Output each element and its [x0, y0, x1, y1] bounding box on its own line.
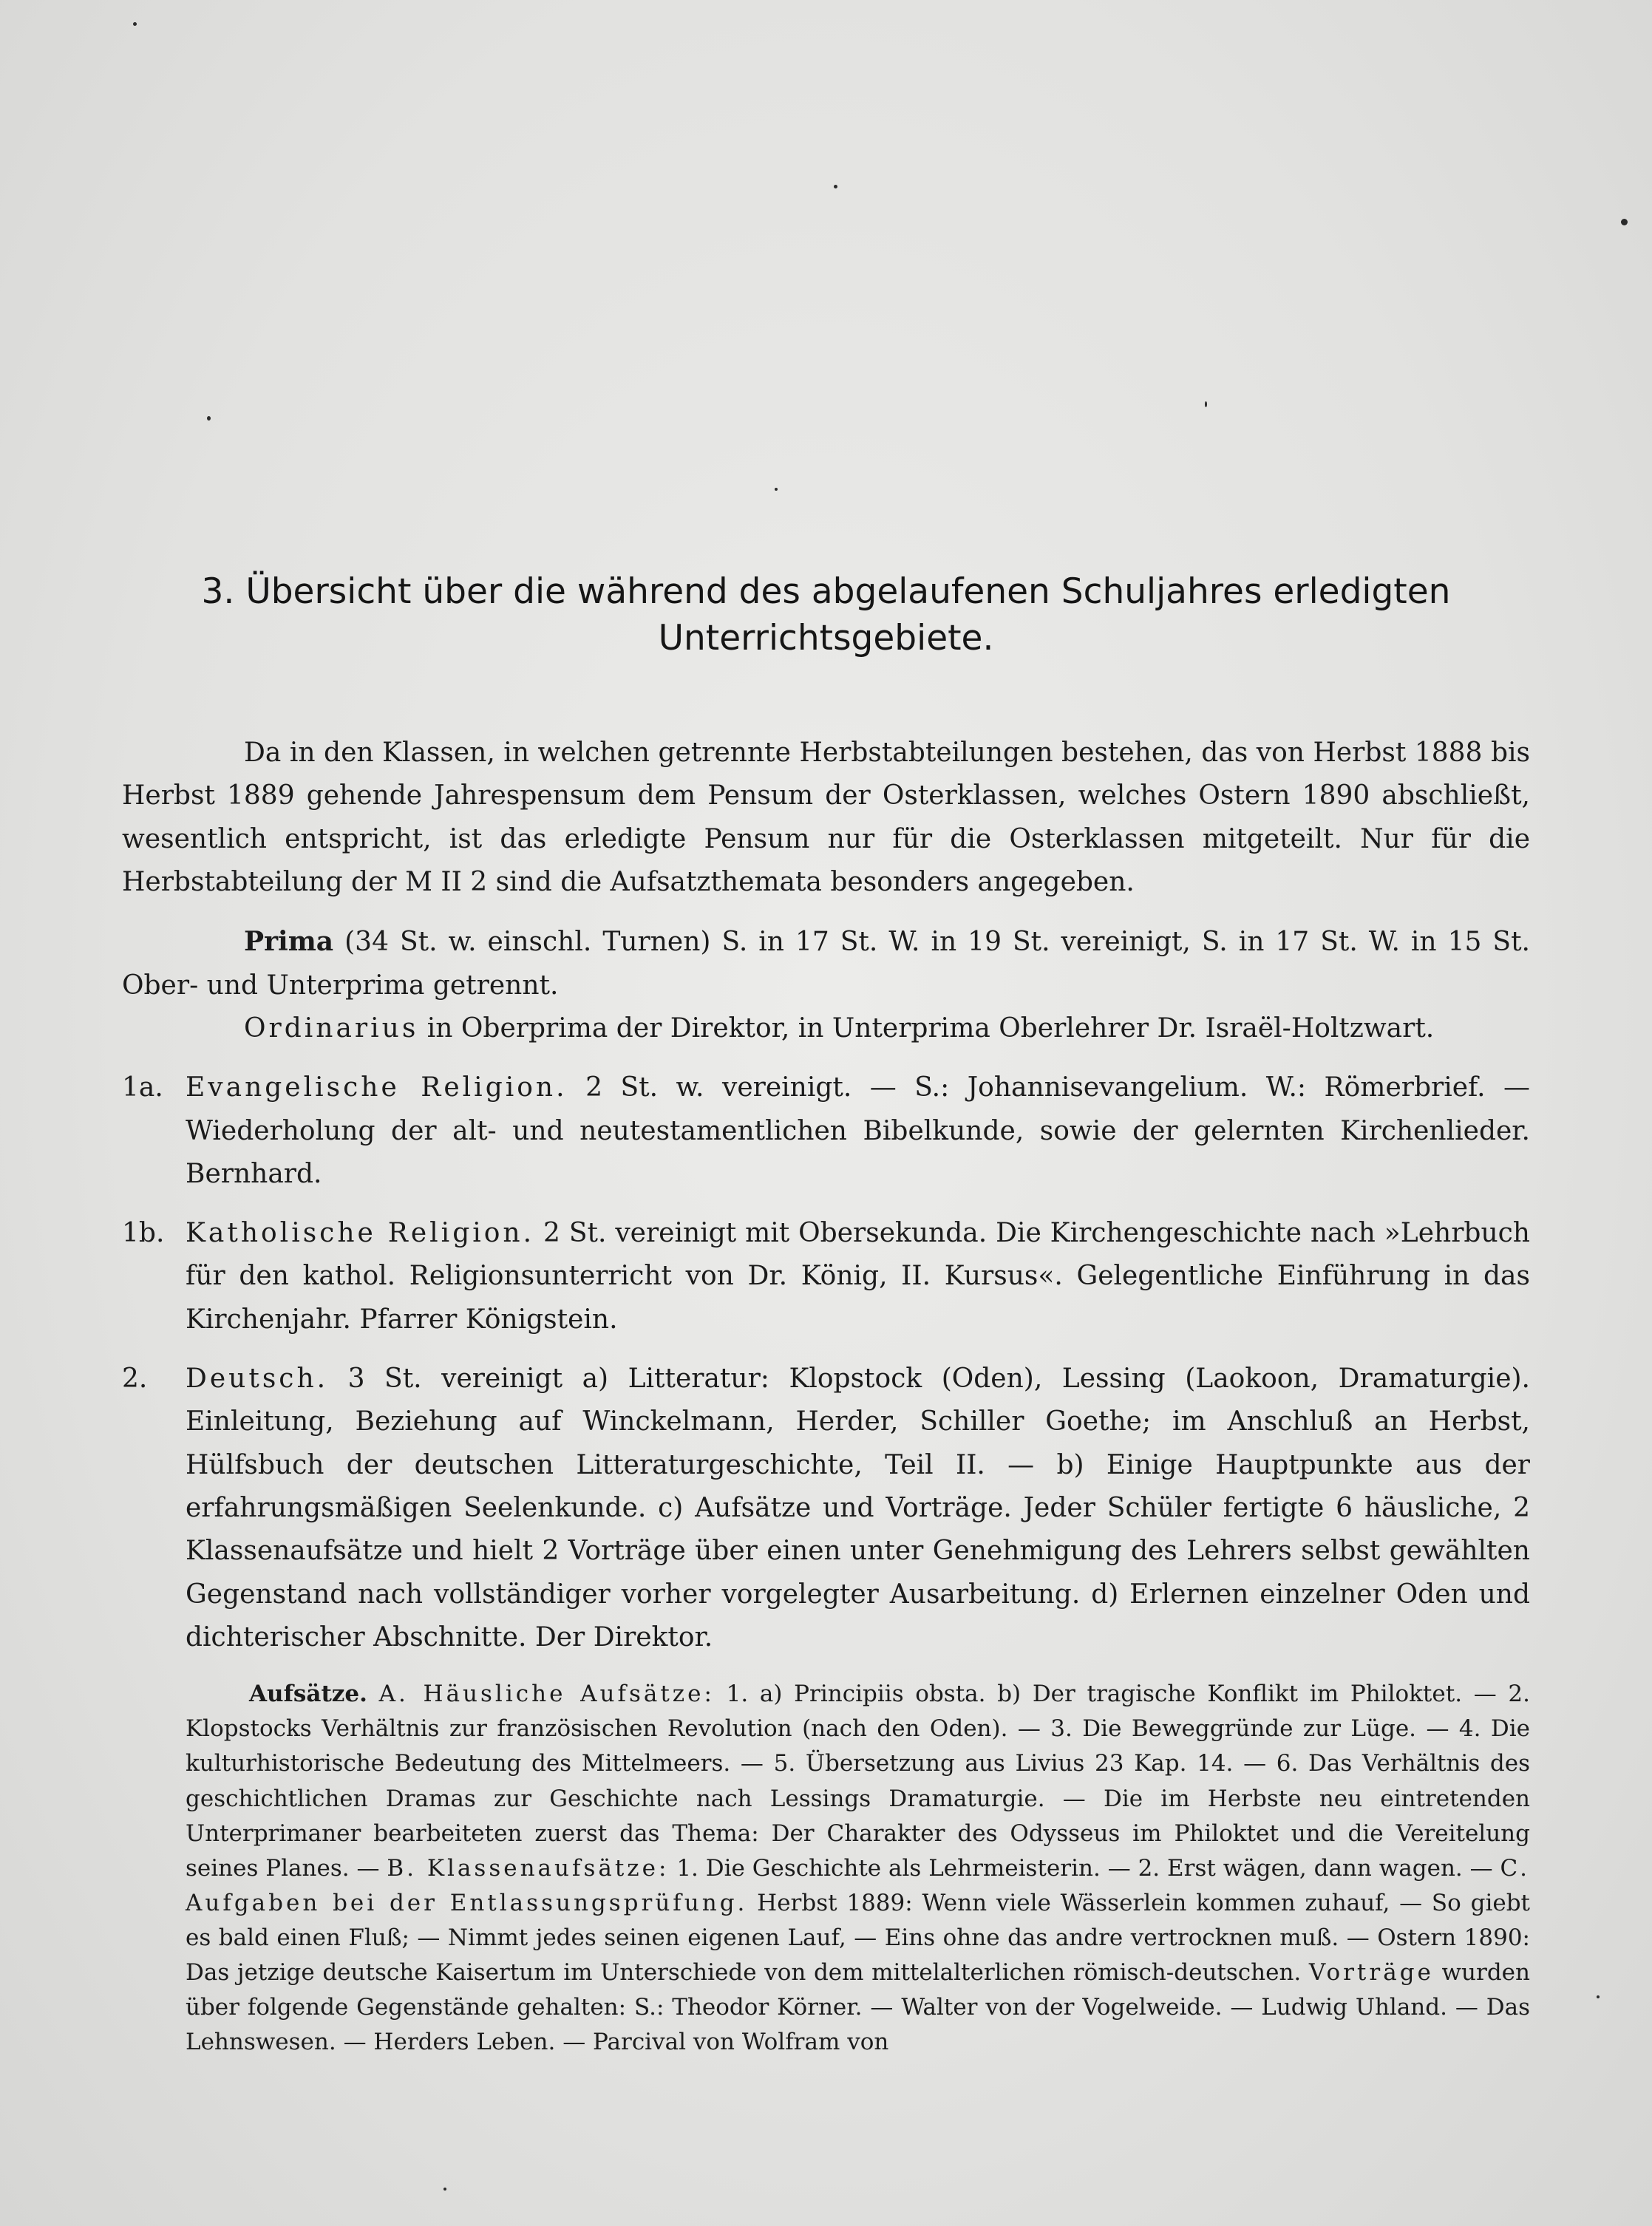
- scan-speck: [443, 2188, 446, 2191]
- talks-text: wurden über folgende Gegenstände gehalten: S.: Theodor Körner. — Walter von der Vogelweide. — Ludwig Uhland. — Das Lehnswesen. — Herders Leben. — Parcival von Wolfram von: [186, 1959, 1530, 2056]
- scan-speck: [775, 488, 778, 491]
- intro-paragraph: Da in den Klassen, in welchen getrennte Herbstabteilungen bestehen, das von Herbst 1888 bis Herbst 1889 gehende Jahrespensum dem Pensum der Osterklassen, welches Ostern 1890 abschließt, wesentlich entspricht, ist das erledigte Pensum nur für die Osterklassen mitgeteilt. Nur für die Herbstabteilung der M II 2 sind die Aufsatzthemata besonders angegeben.: [122, 738, 1530, 897]
- subject-number: 2.: [122, 1364, 148, 1395]
- subject-name: Deutsch.: [186, 1364, 329, 1395]
- body-text: [122, 732, 1530, 2060]
- section-heading: [118, 569, 1534, 662]
- scan-speck: [1597, 1995, 1600, 1998]
- subject-katholische-religion: [122, 1212, 1530, 1341]
- essays-c-text: Herbst 1889: Wenn viele Wässerlein kommen zuhauf, — So giebt es bald einen Fluß; — Nimmt jedes seinen eigenen Lauf, — Eins ohne das andre vertrocknen muß. — Ostern 1890: Das jetzige deutsche Kaisertum im Unterschiede von dem mittelalterlichen römisch-deutschen.: [186, 1889, 1531, 1987]
- heading-line-1: 3. Übersicht über die während des abgelaufenen Schuljahres erledigten: [201, 571, 1451, 612]
- prima-text: (34 St. w. einschl. Turnen) S. in 17 St. W. in 19 St. vereinigt, S. in 17 St. W. in 15 St. Ober- und Unterprima getrennt.: [122, 927, 1530, 1001]
- essays-title: Aufsätze.: [249, 1681, 367, 1708]
- subject-deutsch: [122, 1358, 1530, 1659]
- talks-label: Vorträge: [1308, 1959, 1434, 1987]
- essays-a-text: 1. a) Principiis obsta. b) Der tragische Konflikt im Philoktet. — 2. Klopstocks Verhältnis zur französischen Revolution (nach den Oden). — 3. Die Beweggründe zur Lüge. — 4. Die kulturhistorische Bedeutung des Mittelmeers. — 5. Übersetzung aus Livius 23 Kap. 14. — 6. Das Verhältnis des geschichtlichen Dramas zur Geschichte nach Lessings Dramaturgie. — Die im Herbste neu eintretenden Unterprimaner bearbeiteten zuerst das Thema: Der Charakter des Odysseus im Philoktet und die Vereitelung seines Planes. —: [186, 1681, 1531, 1882]
- subject-name: Evangelische Religion.: [186, 1072, 568, 1103]
- essays-b-label: B. Klassenaufsätze:: [387, 1854, 670, 1882]
- prima-label: Prima: [244, 926, 334, 958]
- scan-speck: [207, 416, 211, 421]
- essays-a-label: A. Häusliche Aufsätze:: [378, 1681, 715, 1708]
- subject-number: 1a.: [122, 1072, 163, 1103]
- subject-text: 2 St. w. vereinigt. — S.: Johannisevangelium. W.: Römerbrief. — Wiederholung der alt- und neutestamentlichen Bibelkunde, sowie der gelernten Kirchenlieder. Bernhard.: [186, 1072, 1531, 1189]
- scan-speck: [1621, 219, 1628, 225]
- prima-paragraph: [122, 920, 1530, 1007]
- subject-text: 2 St. vereinigt mit Obersekunda. Die Kirchengeschichte nach »Lehrbuch für den kathol. Religionsunterricht von Dr. König, II. Kursus«. Gelegentliche Einführung in das Kirchenjahr. Pfarrer Königstein.: [186, 1218, 1530, 1335]
- ordinarius-paragraph: [122, 1007, 1530, 1050]
- essays-c-label: C. Aufgaben bei der Entlassungsprüfung.: [186, 1854, 1530, 1916]
- essays-b-text: 1. Die Geschichte als Lehrmeisterin. — 2. Erst wägen, dann wagen. —: [676, 1854, 1493, 1882]
- essays-paragraph: [186, 1677, 1530, 2060]
- ordinarius-text: in Oberprima der Direktor, in Unterprima Oberlehrer Dr. Israël-Holtzwart.: [426, 1012, 1435, 1044]
- scan-speck: [834, 185, 837, 188]
- heading-line-2: Unterrichtsgebiete.: [658, 617, 994, 658]
- essays-block: [122, 1677, 1530, 2060]
- ordinarius-label: Ordinarius: [244, 1012, 419, 1044]
- scan-speck: [1205, 401, 1207, 407]
- scan-speck: [133, 22, 137, 26]
- subject-text: 3 St. vereinigt a) Litteratur: Klopstock (Oden), Lessing (Laokoon, Dramaturgie). Einleitung, Beziehung auf Winckelmann, Herder, Schiller Goethe; im Anschluß an Herbst, Hülfsbuch der deutschen Litteraturgeschichte, Teil II. — b) Einige Hauptpunkte aus der erfahrungsmäßigen Seelenkunde. c) Aufsätze und Vorträge. Jeder Schüler fertigte 6 häusliche, 2 Klassenaufsätze und hielt 2 Vorträge über einen unter Genehmigung des Lehrers selbst gewählten Gegenstand nach vollständiger vorher vorgelegter Ausarbeitung. d) Erlernen einzelner Oden und dichterischer Abschnitte. Der Direktor.: [186, 1364, 1530, 1653]
- subject-name: Katholische Religion.: [186, 1218, 535, 1249]
- subject-number: 1b.: [122, 1218, 165, 1249]
- subject-evangelische-religion: [122, 1066, 1530, 1196]
